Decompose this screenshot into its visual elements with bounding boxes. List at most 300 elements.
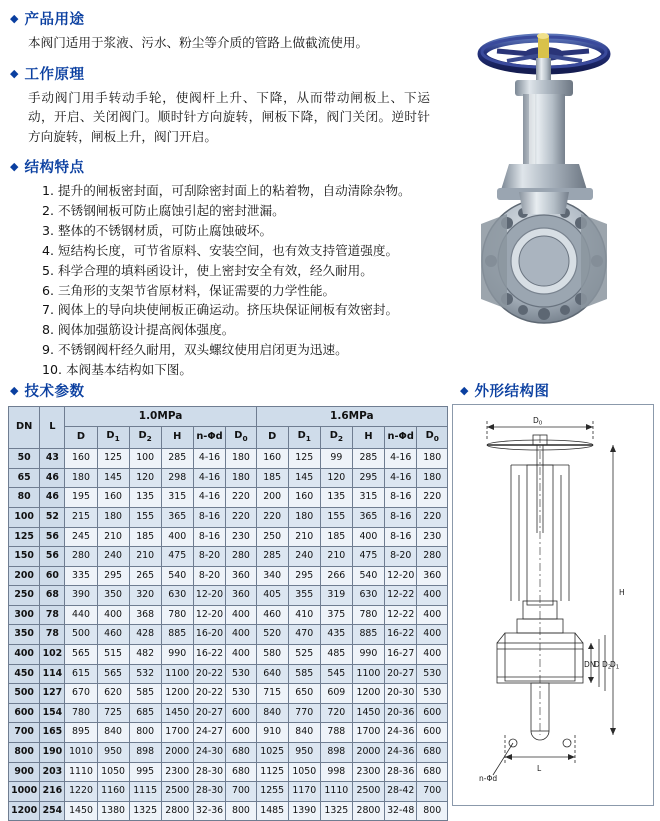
cell-value: 120	[129, 468, 161, 488]
cell-value: 220	[226, 488, 256, 508]
cell-value: 910	[256, 723, 288, 743]
cell-value: 585	[288, 664, 320, 684]
cell-value: 482	[129, 645, 161, 665]
cell-value: 530	[417, 664, 448, 684]
cell-value: 1010	[65, 743, 97, 763]
cell-value: 1125	[256, 762, 288, 782]
tech-title: 技术参数	[24, 384, 85, 400]
label-h: H	[619, 588, 625, 597]
cell-value: 20-22	[193, 664, 226, 684]
section-heading-dimensions	[460, 380, 549, 401]
cell-value: 280	[417, 547, 448, 567]
cell-value: 319	[320, 586, 352, 606]
list-item: 7. 阀体上的导向块使闸板正确运动。挤压块保证闸板有效密封。	[42, 302, 399, 318]
dimension-drawing	[452, 404, 654, 806]
cell-value: 365	[161, 507, 193, 527]
diamond-bullet-icon: ◆	[10, 66, 19, 80]
table-row	[9, 625, 448, 645]
cell-value: 210	[288, 527, 320, 547]
cell-value: 530	[417, 684, 448, 704]
table-row	[9, 743, 448, 763]
cell-value: 1450	[352, 703, 384, 723]
cell-value: 390	[65, 586, 97, 606]
cell-dn: 125	[9, 527, 40, 547]
valve-product-image	[437, 14, 652, 364]
cell-value: 20-27	[193, 703, 226, 723]
cell-value: 650	[288, 684, 320, 704]
cell-value: 530	[226, 664, 256, 684]
cell-value: 266	[320, 566, 352, 586]
cell-value: 885	[161, 625, 193, 645]
cell-dn: 50	[9, 449, 40, 469]
cell-value: 2000	[352, 743, 384, 763]
text-column	[10, 8, 430, 388]
cell-value: 532	[129, 664, 161, 684]
cell-value: 155	[320, 507, 352, 527]
cell-value: 400	[417, 586, 448, 606]
table-group-row	[9, 407, 448, 427]
table-row	[9, 782, 448, 802]
cell-l: 68	[40, 586, 65, 606]
cell-l: 254	[40, 801, 65, 821]
cell-value: 990	[352, 645, 384, 665]
cell-value: 240	[288, 547, 320, 567]
cell-value: 1050	[97, 762, 129, 782]
cell-l: 114	[40, 664, 65, 684]
spec-table-wrapper	[8, 406, 448, 821]
dimension-drawing-svg	[453, 405, 651, 803]
cell-value: 250	[256, 527, 288, 547]
table-row	[9, 723, 448, 743]
cell-value: 180	[226, 449, 256, 469]
cell-value: 360	[226, 586, 256, 606]
cell-value: 160	[288, 488, 320, 508]
cell-dn: 80	[9, 488, 40, 508]
cell-dn: 100	[9, 507, 40, 527]
cell-value: 670	[65, 684, 97, 704]
cell-value: 1160	[97, 782, 129, 802]
col-d2-16: $D_2$	[320, 426, 352, 449]
features-list	[10, 181, 430, 380]
cell-value: 1380	[97, 801, 129, 821]
cell-value: 185	[256, 468, 288, 488]
cell-value: 1390	[288, 801, 320, 821]
cell-value: 780	[65, 703, 97, 723]
cell-dn: 250	[9, 586, 40, 606]
table-row	[9, 547, 448, 567]
list-item: 2. 不锈钢闸板可防止腐蚀引起的密封泄漏。	[42, 202, 285, 218]
cell-value: 998	[320, 762, 352, 782]
list-item: 9. 不锈钢阀杆经久耐用，双头螺纹使用启闭更为迅速。	[42, 342, 348, 358]
cell-value: 16-20	[193, 625, 226, 645]
cell-value: 1100	[161, 664, 193, 684]
cell-value: 20-22	[193, 684, 226, 704]
list-item: 4. 短结构长度，可节省原料、安装空间，也有效支持管道强度。	[42, 242, 399, 258]
table-row	[9, 468, 448, 488]
cell-value: 2800	[161, 801, 193, 821]
cell-value: 428	[129, 625, 161, 645]
cell-value: 1110	[320, 782, 352, 802]
cell-value: 220	[417, 507, 448, 527]
cell-l: 60	[40, 566, 65, 586]
cell-value: 28-42	[384, 782, 417, 802]
cell-value: 210	[97, 527, 129, 547]
cell-value: 160	[65, 449, 97, 469]
cell-value: 885	[352, 625, 384, 645]
cell-value: 375	[320, 605, 352, 625]
cell-value: 720	[320, 703, 352, 723]
cell-value: 580	[256, 645, 288, 665]
cell-value: 400	[352, 527, 384, 547]
cell-value: 125	[288, 449, 320, 469]
cell-value: 800	[129, 723, 161, 743]
cell-value: 125	[97, 449, 129, 469]
cell-value: 2300	[352, 762, 384, 782]
features-title: 结构特点	[24, 160, 85, 177]
cell-value: 16-22	[384, 625, 417, 645]
cell-l: 203	[40, 762, 65, 782]
cell-value: 12-20	[193, 605, 226, 625]
cell-value: 195	[65, 488, 97, 508]
table-row	[9, 488, 448, 508]
table-header-row	[9, 426, 448, 449]
cell-value: 280	[65, 547, 97, 567]
cell-l: 52	[40, 507, 65, 527]
cell-value: 1450	[65, 801, 97, 821]
cell-value: 620	[97, 684, 129, 704]
cell-dn: 500	[9, 684, 40, 704]
cell-value: 355	[288, 586, 320, 606]
cell-value: 525	[288, 645, 320, 665]
cell-value: 530	[226, 684, 256, 704]
col-nd-10: n-Φd	[193, 426, 226, 449]
cell-value: 2000	[161, 743, 193, 763]
cell-value: 600	[417, 723, 448, 743]
cell-value: 2800	[352, 801, 384, 821]
spec-table	[8, 406, 448, 821]
cell-value: 400	[417, 605, 448, 625]
cell-l: 216	[40, 782, 65, 802]
cell-l: 78	[40, 625, 65, 645]
cell-value: 285	[352, 449, 384, 469]
list-item: 6. 三角形的支架节省原材料，保证需要的力学性能。	[42, 282, 336, 298]
cell-value: 4-16	[193, 468, 226, 488]
cell-value: 295	[352, 468, 384, 488]
cell-value: 4-16	[193, 488, 226, 508]
diamond-bullet-icon: ◆	[10, 384, 19, 397]
cell-value: 180	[97, 507, 129, 527]
cell-value: 12-22	[384, 605, 417, 625]
cell-l: 78	[40, 605, 65, 625]
cell-value: 160	[97, 488, 129, 508]
table-row	[9, 449, 448, 469]
diamond-bullet-icon: ◆	[10, 160, 19, 174]
cell-value: 700	[226, 782, 256, 802]
cell-value: 8-16	[193, 507, 226, 527]
cell-dn: 1000	[9, 782, 40, 802]
cell-value: 145	[97, 468, 129, 488]
cell-value: 540	[352, 566, 384, 586]
principle-title: 工作原理	[24, 66, 85, 83]
cell-l: 154	[40, 703, 65, 723]
table-row	[9, 703, 448, 723]
cell-value: 898	[320, 743, 352, 763]
cell-value: 515	[97, 645, 129, 665]
cell-dn: 65	[9, 468, 40, 488]
col-d-16: D	[256, 426, 288, 449]
cell-value: 600	[226, 703, 256, 723]
cell-value: 1450	[161, 703, 193, 723]
cell-value: 24-30	[193, 743, 226, 763]
section-heading-principle	[10, 63, 430, 84]
cell-value: 360	[226, 566, 256, 586]
cell-value: 520	[256, 625, 288, 645]
cell-value: 1200	[352, 684, 384, 704]
cell-dn: 350	[9, 625, 40, 645]
group-10mpa: 1.0MPa	[65, 407, 256, 427]
cell-value: 20-30	[384, 684, 417, 704]
cell-value: 285	[161, 449, 193, 469]
cell-dn: 300	[9, 605, 40, 625]
cell-dn: 400	[9, 645, 40, 665]
cell-value: 780	[352, 605, 384, 625]
cell-value: 180	[417, 468, 448, 488]
cell-value: 24-27	[193, 723, 226, 743]
cell-l: 43	[40, 449, 65, 469]
cell-value: 1700	[352, 723, 384, 743]
cell-value: 630	[161, 586, 193, 606]
cell-value: 500	[65, 625, 97, 645]
col-d1-16: $D_1$	[288, 426, 320, 449]
cell-value: 545	[320, 664, 352, 684]
cell-value: 350	[97, 586, 129, 606]
cell-value: 788	[320, 723, 352, 743]
table-row	[9, 586, 448, 606]
table-row	[9, 645, 448, 665]
cell-value: 770	[288, 703, 320, 723]
cell-value: 240	[97, 547, 129, 567]
cell-value: 840	[288, 723, 320, 743]
cell-value: 315	[352, 488, 384, 508]
cell-value: 298	[161, 468, 193, 488]
table-row	[9, 527, 448, 547]
cell-value: 1700	[161, 723, 193, 743]
cell-value: 315	[161, 488, 193, 508]
list-item: 5. 科学合理的填料函设计，使上密封安全有效，经久耐用。	[42, 262, 373, 278]
cell-value: 4-16	[384, 468, 417, 488]
spec-table-head	[9, 407, 448, 449]
cell-value: 1325	[320, 801, 352, 821]
list-item: 1. 提升的闸板密封面，可刮除密封面上的粘着物，自动清除杂物。	[42, 183, 411, 199]
cell-value: 215	[65, 507, 97, 527]
cell-value: 360	[417, 566, 448, 586]
cell-value: 630	[352, 586, 384, 606]
cell-value: 1100	[352, 664, 384, 684]
cell-value: 950	[288, 743, 320, 763]
cell-value: 265	[129, 566, 161, 586]
cell-value: 725	[97, 703, 129, 723]
cell-value: 155	[129, 507, 161, 527]
cell-value: 1200	[161, 684, 193, 704]
diamond-bullet-icon: ◆	[460, 384, 469, 397]
section-heading-features	[10, 156, 430, 177]
usage-title: 产品用途	[24, 12, 85, 28]
cell-l: 127	[40, 684, 65, 704]
cell-value: 460	[256, 605, 288, 625]
cell-value: 24-36	[384, 723, 417, 743]
cell-value: 160	[256, 449, 288, 469]
cell-dn: 1200	[9, 801, 40, 821]
col-d-10: D	[65, 426, 97, 449]
section-heading-usage	[10, 8, 430, 29]
cell-value: 840	[256, 703, 288, 723]
group-16mpa: 1.6MPa	[256, 407, 447, 427]
cell-value: 185	[320, 527, 352, 547]
cell-value: 220	[417, 488, 448, 508]
cell-value: 8-20	[193, 547, 226, 567]
cell-value: 32-36	[193, 801, 226, 821]
cell-l: 46	[40, 488, 65, 508]
cell-dn: 600	[9, 703, 40, 723]
diamond-bullet-icon: ◆	[10, 12, 19, 25]
cell-value: 200	[256, 488, 288, 508]
cell-value: 185	[129, 527, 161, 547]
cell-l: 190	[40, 743, 65, 763]
cell-value: 680	[417, 743, 448, 763]
cell-value: 400	[417, 625, 448, 645]
cell-value: 680	[226, 762, 256, 782]
cell-value: 609	[320, 684, 352, 704]
cell-value: 220	[226, 507, 256, 527]
list-item: 10. 本阀基本结构如下图。	[42, 362, 192, 378]
cell-value: 210	[320, 547, 352, 567]
table-row	[9, 801, 448, 821]
col-dn: DN	[9, 407, 40, 449]
cell-value: 400	[417, 645, 448, 665]
cell-value: 485	[320, 645, 352, 665]
cell-value: 368	[129, 605, 161, 625]
cell-value: 180	[288, 507, 320, 527]
cell-value: 28-36	[384, 762, 417, 782]
cell-value: 700	[417, 782, 448, 802]
table-row	[9, 605, 448, 625]
cell-value: 145	[288, 468, 320, 488]
cell-value: 470	[288, 625, 320, 645]
cell-value: 135	[320, 488, 352, 508]
cell-value: 2500	[352, 782, 384, 802]
cell-value: 1325	[129, 801, 161, 821]
cell-dn: 700	[9, 723, 40, 743]
cell-value: 585	[129, 684, 161, 704]
cell-value: 898	[129, 743, 161, 763]
cell-value: 8-16	[384, 527, 417, 547]
cell-value: 12-22	[384, 586, 417, 606]
cell-value: 840	[97, 723, 129, 743]
cell-value: 12-20	[193, 586, 226, 606]
col-l: L	[40, 407, 65, 449]
cell-value: 600	[417, 703, 448, 723]
table-row	[9, 762, 448, 782]
cell-dn: 450	[9, 664, 40, 684]
cell-value: 8-16	[384, 488, 417, 508]
cell-value: 20-27	[384, 664, 417, 684]
cell-value: 565	[65, 645, 97, 665]
dimensions-title: 外形结构图	[474, 384, 550, 400]
cell-value: 400	[226, 645, 256, 665]
cell-value: 280	[226, 547, 256, 567]
principle-text: 手动阀门用手转动手轮，使阀杆上升、下降，从而带动闸板上、下运动，开启、关闭阀门。顺时针方向旋转，闸板下降，阀门关闭。逆时针方向旋转，闸板上升，阀门开启。	[28, 89, 430, 144]
cell-l: 165	[40, 723, 65, 743]
cell-value: 32-48	[384, 801, 417, 821]
table-row	[9, 684, 448, 704]
cell-value: 340	[256, 566, 288, 586]
col-nd-16: n-Φd	[384, 426, 417, 449]
cell-value: 410	[288, 605, 320, 625]
cell-value: 950	[97, 743, 129, 763]
cell-dn: 200	[9, 566, 40, 586]
cell-value: 1485	[256, 801, 288, 821]
cell-value: 16-27	[384, 645, 417, 665]
cell-value: 800	[417, 801, 448, 821]
col-d0-16: $D_0$	[417, 426, 448, 449]
cell-value: 1220	[65, 782, 97, 802]
cell-dn: 900	[9, 762, 40, 782]
col-d0-10: $D_0$	[226, 426, 256, 449]
cell-value: 8-20	[193, 566, 226, 586]
cell-value: 120	[320, 468, 352, 488]
cell-l: 56	[40, 527, 65, 547]
cell-value: 8-20	[384, 547, 417, 567]
cell-value: 460	[97, 625, 129, 645]
cell-l: 56	[40, 547, 65, 567]
label-d: D	[594, 660, 600, 669]
cell-value: 285	[256, 547, 288, 567]
cell-value: 4-16	[193, 449, 226, 469]
cell-value: 1255	[256, 782, 288, 802]
cell-value: 400	[226, 605, 256, 625]
cell-value: 600	[226, 723, 256, 743]
cell-value: 245	[65, 527, 97, 547]
cell-value: 400	[97, 605, 129, 625]
table-row	[9, 507, 448, 527]
cell-value: 565	[97, 664, 129, 684]
cell-value: 99	[320, 449, 352, 469]
cell-dn: 150	[9, 547, 40, 567]
label-d0: $D_0$	[533, 416, 543, 427]
spec-table-body	[9, 449, 448, 821]
col-h-16: H	[352, 426, 384, 449]
cell-value: 400	[226, 625, 256, 645]
cell-value: 680	[226, 743, 256, 763]
cell-value: 1170	[288, 782, 320, 802]
cell-value: 435	[320, 625, 352, 645]
cell-value: 4-16	[384, 449, 417, 469]
cell-dn: 800	[9, 743, 40, 763]
cell-value: 135	[129, 488, 161, 508]
cell-value: 8-16	[193, 527, 226, 547]
cell-value: 28-30	[193, 762, 226, 782]
cell-value: 180	[417, 449, 448, 469]
cell-value: 995	[129, 762, 161, 782]
cell-value: 210	[129, 547, 161, 567]
cell-value: 440	[65, 605, 97, 625]
cell-value: 685	[129, 703, 161, 723]
cell-value: 1025	[256, 743, 288, 763]
cell-value: 8-16	[384, 507, 417, 527]
cell-value: 335	[65, 566, 97, 586]
cell-value: 895	[65, 723, 97, 743]
list-item: 8. 阀体加强筋设计提高阀体强度。	[42, 322, 235, 338]
